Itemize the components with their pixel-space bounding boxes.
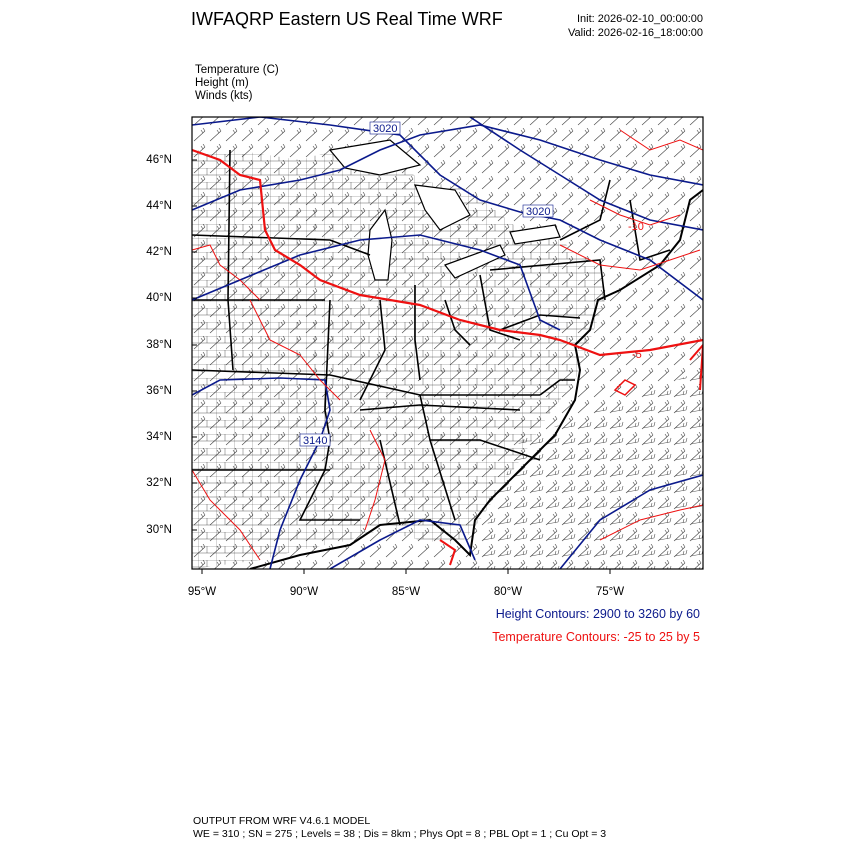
lon-ticks (202, 569, 610, 574)
temp-label-1: -10 (628, 221, 644, 233)
lat-label-40: 40°N (146, 292, 172, 304)
model-info-line2: WE = 310 ; SN = 275 ; Levels = 38 ; Dis = 8km ; Phys Opt = 8 ; PBL Opt = 1 ; Cu Opt = 3 (193, 828, 607, 840)
lon-label-75: 75°W (595, 586, 625, 598)
lat-label-38: 38°N (146, 339, 172, 351)
temp-label-2: -5 (632, 349, 642, 361)
field-label-height: Height (m) (195, 77, 249, 89)
valid-time: Valid: 2026-02-16_18:00:00 (568, 27, 703, 39)
lon-label-95: 95°W (187, 586, 217, 598)
lon-label-85: 85°W (391, 586, 421, 598)
height-label-1: 3020 (373, 123, 398, 135)
height-contour-legend: Height Contours: 2900 to 3260 by 60 (495, 607, 700, 621)
lat-label-30: 30°N (146, 524, 172, 536)
field-label-temperature: Temperature (C) (195, 64, 279, 76)
lat-label-36: 36°N (146, 385, 172, 397)
plot-title: IWFAQRP Eastern US Real Time WRF (191, 9, 503, 29)
lat-label-46: 46°N (146, 154, 172, 166)
lon-label-80: 80°W (493, 586, 523, 598)
lat-label-42: 42°N (146, 246, 172, 258)
height-label-2: 3020 (526, 206, 551, 218)
lon-label-90: 90°W (289, 586, 319, 598)
temperature-contour-legend: Temperature Contours: -25 to 25 by 5 (492, 630, 700, 644)
field-label-winds: Winds (kts) (195, 90, 253, 102)
lat-label-44: 44°N (146, 200, 172, 212)
lat-label-32: 32°N (146, 477, 172, 489)
model-info-line1: OUTPUT FROM WRF V4.6.1 MODEL (193, 815, 371, 827)
height-label-3: 3140 (303, 435, 328, 447)
lat-label-34: 34°N (146, 431, 172, 443)
init-time: Init: 2026-02-10_00:00:00 (577, 13, 703, 25)
